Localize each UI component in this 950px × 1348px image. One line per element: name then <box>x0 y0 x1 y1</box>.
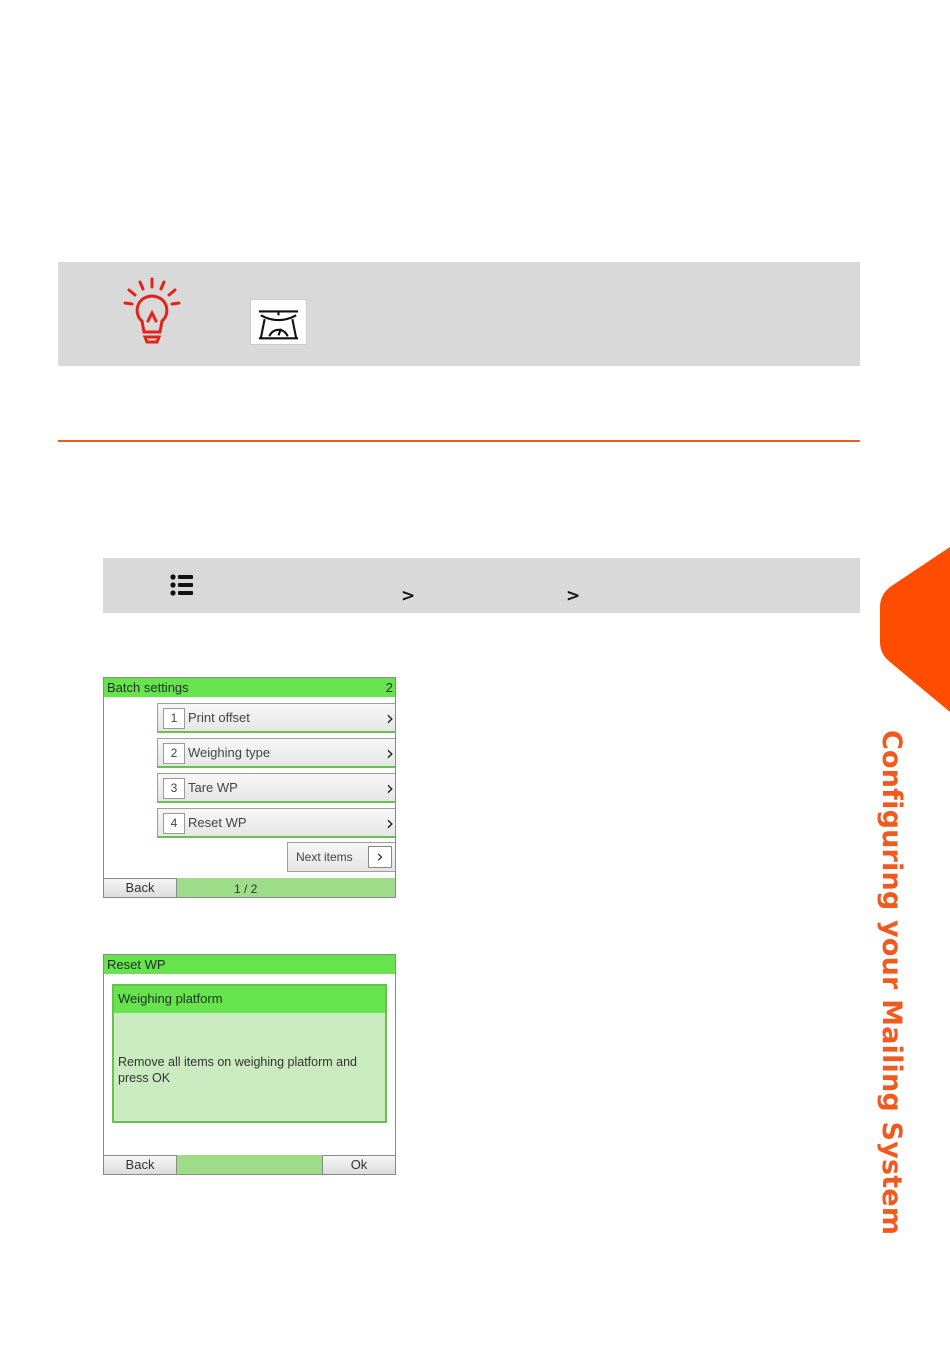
page-number: 2 <box>385 680 393 695</box>
menu-item-number: 3 <box>163 778 185 799</box>
menu-item-print-offset[interactable] <box>157 703 396 733</box>
ok-button[interactable]: Ok <box>322 1155 395 1174</box>
menu-item-reset-wp[interactable] <box>157 808 396 838</box>
weighing-platform-dialog <box>112 984 387 1123</box>
next-items-button[interactable] <box>287 842 396 872</box>
scale-icon <box>250 299 307 345</box>
back-button[interactable]: Back <box>104 1155 177 1174</box>
path-separator: > <box>401 586 416 606</box>
menu-item-label: Tare WP <box>188 780 238 795</box>
chevron-right-icon: › <box>386 811 394 835</box>
chapter-tab-marker <box>880 547 950 712</box>
chevron-right-icon: › <box>386 776 394 800</box>
batch-settings-screen <box>103 677 396 898</box>
section-divider <box>58 440 860 442</box>
chevron-right-icon: › <box>386 741 394 765</box>
chevron-right-icon: › <box>386 706 394 730</box>
page-indicator: 1 / 2 <box>234 882 258 896</box>
dialog-title: Weighing platform <box>114 986 385 1013</box>
menu-item-label: Reset WP <box>188 815 247 830</box>
menu-item-label: Weighing type <box>188 745 271 760</box>
screen-title: Batch settings <box>104 678 395 697</box>
back-button[interactable]: Back <box>104 878 177 897</box>
menu-item-weighing-type[interactable] <box>157 738 396 768</box>
reset-wp-screen <box>103 954 396 1175</box>
menu-item-label: Print offset <box>188 710 250 725</box>
dialog-message: Remove all items on weighing platform and press OK <box>118 1055 358 1085</box>
screen-title: Reset WP <box>104 955 395 974</box>
menu-item-number: 4 <box>163 813 185 834</box>
menu-item-number: 2 <box>163 743 185 764</box>
path-separator: > <box>566 586 581 606</box>
next-items-label: Next items <box>296 850 353 864</box>
menu-path-box <box>103 558 860 613</box>
menu-item-number: 1 <box>163 708 185 729</box>
menu-item-tare-wp[interactable] <box>157 773 396 803</box>
lightbulb-icon <box>120 277 184 347</box>
chevron-right-icon: › <box>368 846 392 868</box>
chapter-title: Configuring your Mailing System <box>876 730 907 1236</box>
menu-list-icon <box>170 574 194 596</box>
